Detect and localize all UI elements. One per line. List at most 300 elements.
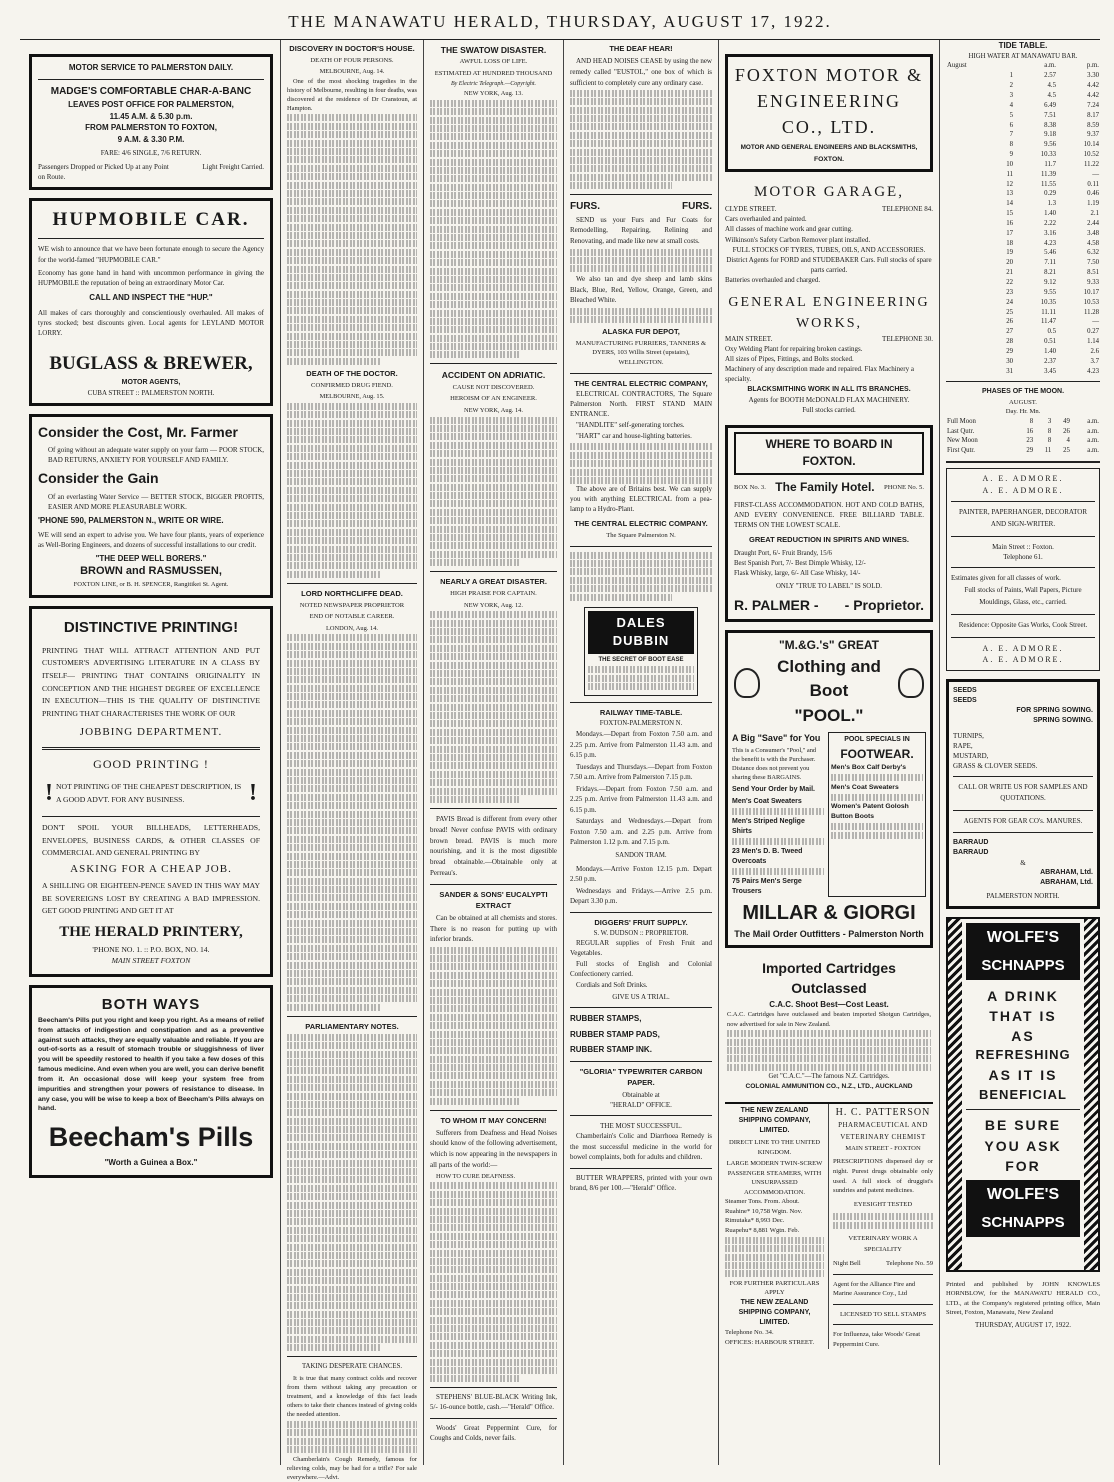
tide-am: 5.46	[1044, 249, 1056, 257]
tide-pm: 3.30	[1087, 72, 1099, 80]
tide-pm: 10.52	[1083, 151, 1099, 159]
ad-line: CALL AND INSPECT THE "HUP."	[89, 293, 213, 302]
column-6	[941, 40, 1105, 1465]
ad-title: FOOTWEAR.	[840, 746, 914, 761]
tide-am: 4.5	[1047, 82, 1056, 90]
proprietor-line: R. PALMER - - Proprietor.	[734, 596, 924, 613]
moon-row	[946, 446, 1100, 456]
ad-line: FOR	[1005, 1157, 1041, 1174]
ad-line: 23 Men's D. B. Tweed Overcoats	[732, 847, 803, 865]
ad-text: WE wish to announce that we have been fortunate enough to secure the Agency for the world-famed "HUPMOBILE CAR."	[38, 245, 264, 264]
article-subhead: HEROISM OF AN ENGINEER.	[450, 395, 537, 403]
ad-line: Men's Box Calf Derby's	[831, 763, 906, 771]
moon-cell: a.m.	[1087, 427, 1099, 435]
furs-heading: FURS.	[682, 201, 712, 213]
dubbin-ad	[584, 607, 698, 696]
imprint-date: THURSDAY, AUGUST 17, 1922.	[975, 1320, 1071, 1329]
tide-am: 1.40	[1044, 347, 1056, 355]
tide-am: 7.11	[1044, 259, 1056, 267]
ad-line: "Worth a Guinea a Box."	[104, 1158, 198, 1168]
article-headline: RAILWAY TIME-TABLE.	[599, 707, 683, 717]
moon-cell: 49	[1063, 417, 1070, 425]
ad-line: BARRAUD	[953, 838, 989, 846]
tide-row	[946, 317, 1100, 327]
ad-line: LICENSED TO SELL STAMPS	[840, 1310, 926, 1318]
tide-table	[946, 61, 1100, 376]
article-text: Chamberlain's Cough Remedy, famous for relieving colds, may be had for a trifle? For sale everywhere.—Advt.	[287, 1455, 417, 1481]
tide-day: 1	[1009, 72, 1014, 80]
ad-line: MUSTARD,	[953, 751, 989, 760]
article-subhead: CAUSE NOT DISCOVERED.	[452, 383, 535, 391]
tide-day: 15	[1006, 210, 1014, 218]
tide-pm: 1.14	[1087, 338, 1099, 346]
article-headline: DEATH OF THE DOCTOR.	[306, 368, 398, 378]
ad-brand: DALES DUBBIN	[588, 611, 694, 655]
tide-row	[946, 81, 1100, 91]
ad-title: A. E. ADMORE.	[982, 474, 1064, 484]
ad-line: REFRESHING	[975, 1047, 1071, 1063]
moon-cell: 25	[1063, 447, 1070, 455]
motor-service-ad	[29, 54, 273, 190]
tide-pm: 7.24	[1087, 101, 1099, 109]
moon-row	[946, 427, 1100, 437]
article-dateline: NEW YORK, Aug. 12.	[464, 601, 523, 609]
ad-text: DON'T SPOIL YOUR BILLHEADS, LETTERHEADS, ENVELOPES, BUSINESS CARDS, & OTHER CLASSES OF COMMERCIAL AND GENERAL PRINTING BY	[42, 822, 260, 858]
beechams-ad	[29, 985, 273, 1178]
article-headline: SANDER & SONS' EUCALYPTI EXTRACT	[439, 889, 548, 910]
article-dateline: NEW YORK, Aug. 14.	[464, 406, 523, 414]
ad-title: THE NEW ZEALAND SHIPPING COMPANY, LIMITED.	[738, 1298, 811, 1327]
ad-title: HUPMOBILE CAR.	[52, 208, 250, 230]
tide-row	[946, 327, 1100, 337]
ad-line: BARRAUD	[953, 848, 989, 856]
tide-am: 4.5	[1047, 91, 1056, 99]
ad-line: ONLY "TRUE TO LABEL" IS SOLD.	[776, 583, 882, 590]
ad-line: Flask Whisky, large, 6/- All Case Whisky, 14/-	[734, 570, 861, 578]
ad-text: For Influenza, take Woods' Great Peppermint Cure.	[833, 1331, 921, 1348]
ad-line: LEAVES POST OFFICE FOR PALMERSTON,	[68, 100, 234, 110]
article-text: Wednesdays and Fridays.—Arrive 2.5 p.m. Depart 3.30 p.m.	[570, 886, 712, 906]
tide-day: 19	[1006, 249, 1014, 257]
article-text: Saturdays and Wednesdays.—Depart from Foxton 7.50 a.m. and 2.25 p.m. Arrive from Palmerston 1.12 p.m. and 7.15 p.m.	[570, 817, 712, 847]
tide-day: 31	[1006, 367, 1014, 375]
moon-cell: 4	[1066, 437, 1070, 445]
tide-row	[946, 121, 1100, 131]
tide-am: 3.16	[1044, 229, 1056, 237]
ad-text: WE will send an expert to advise you. We have four plants, years of experience as Well-Boring Engineers, and dozens of successful installations to our credit.	[38, 530, 264, 549]
ad-line: A Big "Save" for You	[732, 733, 821, 744]
article-text: Fridays.—Depart from Foxton 7.50 a.m. and 2.25 p.m. Arrive from Palmerston 11.43 a.m. and 6.15 p.m.	[570, 784, 712, 814]
tide-pm: 8.17	[1087, 111, 1099, 119]
article-text: THE MOST SUCCESSFUL.	[600, 1121, 682, 1130]
tide-pm: 11.28	[1083, 308, 1099, 316]
ad-line: Agents for BOOTH McDONALD FLAX MACHINERY.	[748, 395, 910, 404]
article-text: ELECTRICAL CONTRACTORS, The Square Palmerston North. FIRST STAND MAIN ENTRANCE.	[570, 390, 712, 419]
moon-phases-title: PHASES OF THE MOON.	[981, 388, 1065, 396]
tide-pm: 4.58	[1087, 239, 1099, 247]
article-headline: DISCOVERY IN DOCTOR'S HOUSE.	[289, 44, 415, 53]
article-text: Chamberlain's Colic and Diarrhoea Remedy is the most successful medicine in the world for bowel complaints, both for adults and children.	[570, 1132, 712, 1162]
tide-row	[946, 308, 1100, 318]
ad-line: 75 Pairs Men's Serge Trousers	[732, 877, 802, 895]
ad-text: This is a Consumer's "Pool," and the benefit is with the Purchaser. Distance does not prevent you sharing these BARGAINS.	[732, 746, 817, 782]
moon-cell: 23	[1026, 437, 1034, 445]
tide-row	[946, 150, 1100, 160]
tide-day: 27	[1006, 328, 1014, 336]
furs-heading: FURS.	[570, 201, 600, 213]
ad-text: C.A.C. Cartridges have outclassed and beaten imported Shotgun Cartridges, now advertised for sale in New Zealand.	[727, 1011, 931, 1028]
ad-text: Of going without an adequate water supply on your farm — POOR STOCK, BAD RETURNS, ANXIETY FOR YOURSELF AND FAMILY.	[48, 446, 264, 465]
ad-title: A. E. ADMORE.	[982, 485, 1064, 495]
article-text: AND HEAD NOISES CEASE by using the new remedy called "EUSTOL," one box of which is sufficient to completely cure any ordinary case.	[570, 56, 712, 87]
ad-line: BE SURE	[984, 1117, 1062, 1134]
article-text: BUTTER WRAPPERS, printed with your own brand, 8/6 per 100.—"Herald" Office.	[570, 1173, 712, 1192]
tide-pm: 4.42	[1087, 82, 1099, 90]
article-credit: By Electric Telegraph.—Copyright.	[450, 81, 537, 88]
tide-day: 22	[1006, 279, 1014, 286]
ad-line: Wilkinson's Safety Carbon Remover plant installed.	[725, 235, 871, 244]
tide-day: 8	[1009, 141, 1014, 149]
stamp-line: RUBBER STAMP PADS,	[570, 1029, 660, 1039]
moon-cell: Full Moon	[947, 417, 976, 425]
tide-row	[946, 170, 1100, 180]
tide-pm: 2.44	[1087, 219, 1099, 227]
tide-day: 14	[1006, 200, 1014, 208]
ad-line: Estimates given for all classes of work.	[951, 574, 1061, 583]
ad-line: CLYDE STREET.	[725, 205, 777, 214]
tide-row	[946, 199, 1100, 209]
tide-pm: 0.46	[1087, 190, 1099, 198]
tide-am: 10.33	[1040, 151, 1056, 159]
article-text: Mondays.—Arrive Foxton 12.15 p.m. Depart 2.50 p.m.	[570, 864, 712, 884]
ad-line: Residence: Opposite Gas Works, Cook Street.	[958, 620, 1088, 629]
ad-line: Men's Coat Sweaters	[831, 783, 899, 791]
ad-line: SEEDS	[953, 687, 977, 695]
ad-line: Telephone No. 59	[886, 1259, 933, 1267]
ad-text: NOT PRINTING OF THE CHEAPEST DESCRIPTION, IS A GOOD ADVT. FOR ANY BUSINESS.	[56, 782, 242, 804]
article-subhead: NOTED NEWSPAPER PROPRIETOR	[299, 601, 405, 609]
ad-title: "POOL."	[794, 705, 864, 725]
ad-title: A. E. ADMORE.	[982, 643, 1064, 653]
tide-day: 17	[1006, 229, 1014, 237]
ad-text: FIRST-CLASS ACCOMMODATION. HOT AND COLD BATHS, AND EVERY CONVENIENCE. FREE BILLIARD TABLE. TERMS ON THE LOWEST SCALE.	[734, 501, 924, 530]
ad-title: BOTH WAYS	[101, 996, 201, 1014]
article-text: Tuesdays and Thursdays.—Depart from Foxton 7.50 a.m. Arrive from Palmerston 7.15 p.m.	[570, 762, 712, 782]
tide-day: 5	[1009, 111, 1014, 119]
ad-text: Beecham's Pills put you right and keep you right. As a means of relief from attacks of indigestion and constipation and as a preventive against such attacks, they are equally valuable and reliable. If you are out-of-sorts as a result of stomach trouble or sluggishness of liver you will be speedily restored to health if you take a few doses of this famous medicine. And even when you are well, you can derive benefit from it. An occasional dose will keep your system free from impurities and strengthen your powers of resistance to disease. In any case, you will be wise to keep a box of Beecham's Pills always on hand.	[38, 1016, 264, 1113]
ad-brand: Beecham's Pills	[48, 1122, 254, 1153]
tide-row	[946, 130, 1100, 140]
ad-line: ABRAHAM, Ltd.	[1040, 879, 1093, 887]
moon-row	[946, 436, 1100, 446]
ad-text: PRINTING THAT WILL ATTRACT ATTENTION AND PUT CUSTOMER'S ADVERTISING LITERATURE IN A CLASS BY ITSELF— PRINTING THAT CONTAINS ORIGINALITY IN CONCEPTION AND THE HIGHEST DEGREE OF EXCELLENCE IN EXECUTION—THIS IS THE QUALITY OF DISTINCTIVE PRINTING THAT CHARACTERISES THE WORK OF OUR	[42, 645, 260, 719]
tide-am: 11.55	[1040, 180, 1056, 188]
ad-title: Imported Cartridges	[762, 960, 896, 977]
tide-row	[946, 229, 1100, 239]
ad-brand: SCHNAPPS	[966, 1209, 1080, 1237]
ad-line: 'PHONE NO. 1. :: P.O. BOX, NO. 14.	[92, 944, 210, 954]
tide-day: 24	[1006, 298, 1014, 306]
article-headline: LORD NORTHCLIFFE DEAD.	[301, 588, 403, 598]
tide-day: 29	[1006, 347, 1014, 355]
tide-am: 0.51	[1044, 338, 1056, 346]
article-text: SEND us your Furs and Fur Coats for Remodelling, Repairing, Relining and Renovating, and made like new at small costs.	[570, 215, 712, 246]
article-text: One of the most shocking tragedies in the history of Melbourne, resulting in four deaths, was discovered at the residence of Dr Cranstoun, at Hampton.	[287, 77, 417, 112]
article-text: The Square Palmerston N.	[606, 532, 676, 540]
tide-am: 10.35	[1040, 298, 1056, 306]
tide-row	[946, 278, 1100, 288]
article-text: PAVIS Bread is different from every other bread! Never confuse PAVIS with ordinary brown bread. PAVIS is much more nourishing, and it is the most digestible bread obtainable.—Obtainable only at Perreau's.	[430, 814, 557, 878]
article-dateline: NEW YORK, Aug. 13.	[464, 90, 523, 98]
tide-am: 9.56	[1044, 141, 1056, 149]
tide-row	[946, 180, 1100, 190]
tide-am: 2.37	[1044, 357, 1056, 365]
ad-line: DIRECT LINE TO THE UNITED KINGDOM.	[728, 1139, 821, 1156]
article-text: Cordials and Soft Drinks.	[576, 981, 648, 990]
ad-title: Consider the Gain	[38, 470, 159, 487]
moon-cell: a.m.	[1087, 437, 1099, 445]
ad-line: BLACKSMITHING WORK IN ALL ITS BRANCHES.	[747, 385, 911, 393]
ad-brand: MILLAR & GIORGI	[742, 902, 916, 925]
ad-line: TELEPHONE 84.	[882, 205, 933, 214]
tide-day: 3	[1009, 91, 1014, 99]
moon-cell: 3	[1047, 417, 1052, 425]
ad-line: C.A.C. Shoot Best—Cost Least.	[769, 999, 889, 1009]
ad-line: CUBA STREET :: PALMERSTON NORTH.	[87, 388, 215, 397]
ad-line: &	[1020, 859, 1026, 868]
ad-text: Of an everlasting Water Service — BETTER STOCK, BIGGER PROFITS, EASIER AND MORE PLEASURABLE WORK.	[48, 492, 264, 511]
article-text: STEPHENS' BLUE-BLACK Writing Ink, 5/- 16-ounce bottle, cash.—"Herald" Office.	[430, 1393, 557, 1412]
ad-line: Telephone No. 34.	[725, 1329, 774, 1337]
ad-brand: SCHNAPPS	[966, 952, 1080, 980]
article-text: Sufferers from Deafness and Head Noises should know of the following advertisement, which is now appearing in the newspapers in all parts of the world:—	[430, 1128, 557, 1170]
tide-am: 2.57	[1044, 72, 1056, 80]
ad-title: MOTOR GARAGE,	[754, 184, 904, 201]
ad-title: The Family Hotel.	[775, 479, 875, 494]
column-2	[282, 40, 422, 1481]
stamp-line: RUBBER STAMPS,	[570, 1014, 642, 1024]
moon-month: AUGUST.	[1009, 398, 1037, 406]
ad-text: PRESCRIPTIONS dispensed day or night. Purest drugs obtainable only used. A full stock of druggist's sundries and patent medicines.	[833, 1158, 933, 1195]
ad-line: "THE DEEP WELL BORERS."	[95, 553, 207, 563]
tide-day: 10	[1006, 160, 1014, 168]
tide-day: 21	[1006, 269, 1014, 277]
imprint: Printed and published by JOHN KNOWLES HORNBLOW, for the MANAWATU HERALD CO., LTD., at the Company's registered printing office, Main Street, Foxton, Manawatu, New Zealand	[946, 1280, 1100, 1317]
ad-title: BROWN and RASMUSSEN,	[80, 565, 222, 578]
tide-pm: 1.19	[1087, 200, 1099, 208]
tide-am: 3.45	[1044, 367, 1056, 375]
ad-line: Rimutaka* 8,993 Dec.	[725, 1217, 785, 1225]
tide-day: 16	[1006, 219, 1014, 227]
patterson-ad	[829, 1104, 933, 1350]
ad-text: Agent for the Alliance Fire and Marine Assurance Coy., Ltd	[833, 1280, 916, 1298]
smiling-face-icon	[898, 668, 924, 698]
tide-day: 23	[1006, 288, 1014, 296]
tide-day: 7	[1009, 131, 1014, 139]
ad-line: District Agents for FORD and STUDEBAKER Cars. Full stocks of spare parts carried.	[726, 255, 932, 274]
cartridges-ad	[725, 956, 933, 1093]
moon-table	[946, 417, 1100, 456]
column-4	[565, 40, 717, 1465]
article-dateline: MELBOURNE, Aug. 15.	[319, 393, 385, 401]
ad-title: THE HERALD PRINTERY,	[59, 924, 243, 941]
tide-row	[946, 298, 1100, 308]
tide-pm: 0.11	[1087, 180, 1099, 188]
tide-am: 11.11	[1041, 308, 1056, 316]
tide-am: 6.49	[1044, 101, 1056, 109]
article-headline: SANDON TRAM.	[615, 851, 667, 859]
moon-cell: 8	[1029, 417, 1034, 425]
tide-row	[946, 209, 1100, 219]
shipping-ad	[725, 1104, 829, 1350]
ad-line: MAIN STREET FOXTON	[111, 955, 191, 965]
tide-pm: 9.33	[1087, 279, 1099, 286]
tide-pm: 10.14	[1083, 141, 1099, 149]
ad-line: PALMERSTON NORTH.	[986, 892, 1060, 901]
article-headline: THE DEAF HEAR!	[609, 44, 673, 53]
ad-line: Get "C.A.C."—The famous N.Z. Cartridges.	[768, 1073, 890, 1081]
tide-row	[946, 268, 1100, 278]
tide-row	[946, 239, 1100, 249]
tide-am: 9.12	[1044, 279, 1056, 286]
ad-title: WHERE TO BOARD IN FOXTON.	[734, 432, 924, 475]
article-text: Can be obtained at all chemists and stores. There is no reason for putting up with inferior brands.	[430, 913, 557, 944]
ad-line: ASKING FOR A CHEAP JOB.	[70, 863, 232, 876]
tide-row	[946, 367, 1100, 377]
column-1	[24, 40, 278, 1465]
stamp-line: RUBBER STAMP INK.	[570, 1045, 652, 1055]
ad-line: COLONIAL AMMUNITION CO., N.Z., LTD., AUCKLAND	[745, 1083, 913, 1091]
article-text: Obtainable at	[622, 1090, 660, 1099]
ad-line: A DRINK	[987, 987, 1059, 1004]
ad-line: SEEDS	[953, 697, 977, 705]
ad-title: H. C. PATTERSON	[835, 1106, 931, 1118]
tide-pm: 11.22	[1083, 160, 1099, 168]
article-text: REGULAR supplies of Fresh Fruit and Vegetables.	[570, 939, 712, 958]
tide-row	[946, 160, 1100, 170]
tide-row	[946, 248, 1100, 258]
article-dateline: MELBOURNE, Aug. 14.	[319, 68, 385, 76]
ad-line: Steamer Tons. From. About.	[725, 1198, 800, 1206]
tide-row	[946, 347, 1100, 357]
hupmobile-ad	[29, 198, 273, 406]
ad-line: POOL SPECIALS IN	[844, 736, 910, 744]
article-text: It is true that many contract colds and recover from them without taking any precaution or treatment, and a knowledge of this fact leads others to take their chances instead of giving colds the needed attention.	[287, 1375, 417, 1419]
tide-row	[946, 71, 1100, 81]
tide-pm: 2.6	[1090, 347, 1099, 355]
ad-line: PAINTER, PAPERHANGER, DECORATOR AND SIGN-WRITER.	[958, 508, 1088, 529]
ad-line: EYESIGHT TESTED	[853, 1200, 913, 1208]
ad-title: MADGE'S COMFORTABLE CHAR-A-BANC	[50, 85, 252, 97]
ad-line: MOTOR AGENTS,	[121, 378, 181, 386]
moon-header: Day. Hr. Mn.	[1005, 408, 1041, 416]
tide-day: 25	[1006, 308, 1014, 316]
tide-day: 20	[1006, 259, 1014, 267]
ad-line: LARGE MODERN TWIN-SCREW PASSENGER STEAMERS, WITH UNSURPASSED ACCOMMODATION.	[726, 1160, 823, 1196]
ad-line: Ruahine* 10,758 Wgtn. Nov.	[725, 1207, 803, 1215]
tide-row	[946, 288, 1100, 298]
ad-line: JOBBING DEPARTMENT.	[79, 725, 223, 738]
tide-am: 11.39	[1040, 170, 1056, 178]
smiling-face-icon	[734, 668, 760, 698]
tide-header-am: a.m.	[1044, 62, 1056, 70]
ad-line: Full stocks of Paints, Wall Papers, Picture Mouldings, Glass, etc., carried.	[964, 586, 1082, 607]
ad-line: FOR FURTHER PARTICULARS APPLY	[729, 1279, 820, 1297]
ad-line: FOXTON LINE, or B. H. SPENCER, Rangitikei St. Agent.	[73, 581, 229, 589]
tide-pm: 0.27	[1087, 328, 1099, 336]
tide-header-pm: p.m.	[1086, 62, 1099, 70]
article-headline: "GLORIA" TYPEWRITER CARBON PAPER.	[579, 1066, 703, 1087]
ad-text: Economy has gone hand in hand with uncommon performance in giving the HUPMOBILE the reputation of being an extraordinary Motor Car.	[38, 268, 264, 287]
article-subhead: ESTIMATED AT HUNDRED THOUSAND	[434, 69, 553, 77]
article-text: MANUFACTURING FURRIERS, TANNERS & DYERS, 103 Willis Street (upstairs), WELLINGTON.	[575, 339, 707, 366]
tide-pm: 3.48	[1087, 229, 1099, 237]
ad-line: TURNIPS,	[953, 731, 984, 740]
article-headline: ALASKA FUR DEPOT,	[602, 327, 680, 336]
article-text: FOXTON-PALMERSTON N.	[599, 720, 683, 728]
tide-day: 18	[1006, 239, 1014, 247]
ad-line: AS	[1011, 1028, 1035, 1045]
ad-line: Main Street :: Foxton.	[992, 543, 1054, 552]
tide-row	[946, 337, 1100, 347]
ad-line: Batteries overhauled and charged.	[725, 276, 821, 285]
article-subhead: HIGH PRAISE FOR CAPTAIN.	[450, 590, 537, 598]
article-headline: DIGGERS' FRUIT SUPPLY.	[594, 917, 688, 927]
ad-line: Oxy Welding Plant for repairing broken castings.	[725, 345, 863, 354]
admore-ad	[946, 468, 1100, 671]
tide-month: August	[947, 62, 967, 70]
ad-line: FROM PALMERSTON TO FOXTON,	[85, 123, 217, 133]
ad-line: Men's Coat Sweaters	[732, 797, 802, 805]
tide-pm: 10.53	[1083, 298, 1099, 306]
ad-line: MOTOR AND GENERAL ENGINEERS AND BLACKSMITHS,	[740, 144, 918, 152]
ad-title: ENGINEERING	[757, 91, 901, 112]
ad-line: CALL OR WRITE US FOR SAMPLES AND QUOTATIONS.	[958, 783, 1088, 803]
ad-line: All sizes of Pipes, Fittings, and Bolts stocked.	[725, 355, 854, 364]
exclamation-icon: !	[249, 780, 257, 807]
tide-pm: —	[1092, 170, 1099, 178]
ad-title: GOOD PRINTING !	[93, 756, 209, 771]
article-headline: NEARLY A GREAT DISASTER.	[440, 577, 547, 587]
article-text: HOW TO CURE DEAFNESS.	[436, 1172, 516, 1180]
tide-pm: 6.32	[1087, 249, 1099, 257]
article-text: Full stocks of English and Colonial Confectionery carried.	[570, 960, 712, 979]
ad-line: "M.&G.'s" GREAT	[778, 638, 879, 653]
article-text: The above are of Britains best. We can supply you with anything ELECTRICAL from a pea-lamp to a Hydro-Plant.	[570, 485, 712, 514]
ad-title: CO., LTD.	[781, 117, 877, 138]
tide-am: 9.18	[1044, 131, 1056, 139]
ad-line: THAT IS	[989, 1007, 1057, 1024]
tide-am: 11.7	[1044, 160, 1056, 168]
exclamation-icon: !	[45, 780, 53, 807]
ad-line: GREAT REDUCTION IN SPIRITS AND WINES.	[748, 534, 909, 544]
article-headline: TAKING DESPERATE CHANCES.	[301, 1363, 403, 1371]
family-hotel-ad	[725, 425, 933, 622]
tide-table-subtitle: HIGH WATER AT MANAWATU BAR.	[968, 52, 1078, 60]
moon-cell: 8	[1047, 427, 1052, 435]
article-headline: THE CENTRAL ELECTRIC COMPANY,	[574, 378, 708, 388]
article-headline: ACCIDENT ON ADRIATIC.	[441, 370, 546, 381]
ad-heading: MOTOR SERVICE TO PALMERSTON DAILY.	[68, 63, 234, 72]
ad-line: Draught Port, 6/- Fruit Brandy, 15/6	[734, 550, 832, 558]
moon-cell: Last Qutr.	[947, 427, 975, 435]
tide-day: 2	[1009, 82, 1014, 90]
column-5	[720, 40, 938, 1465]
tide-am: 11.47	[1040, 318, 1056, 326]
ad-title: Clothing and Boot	[777, 656, 881, 701]
tide-row	[946, 140, 1100, 150]
tide-pm: 4.42	[1087, 91, 1099, 99]
